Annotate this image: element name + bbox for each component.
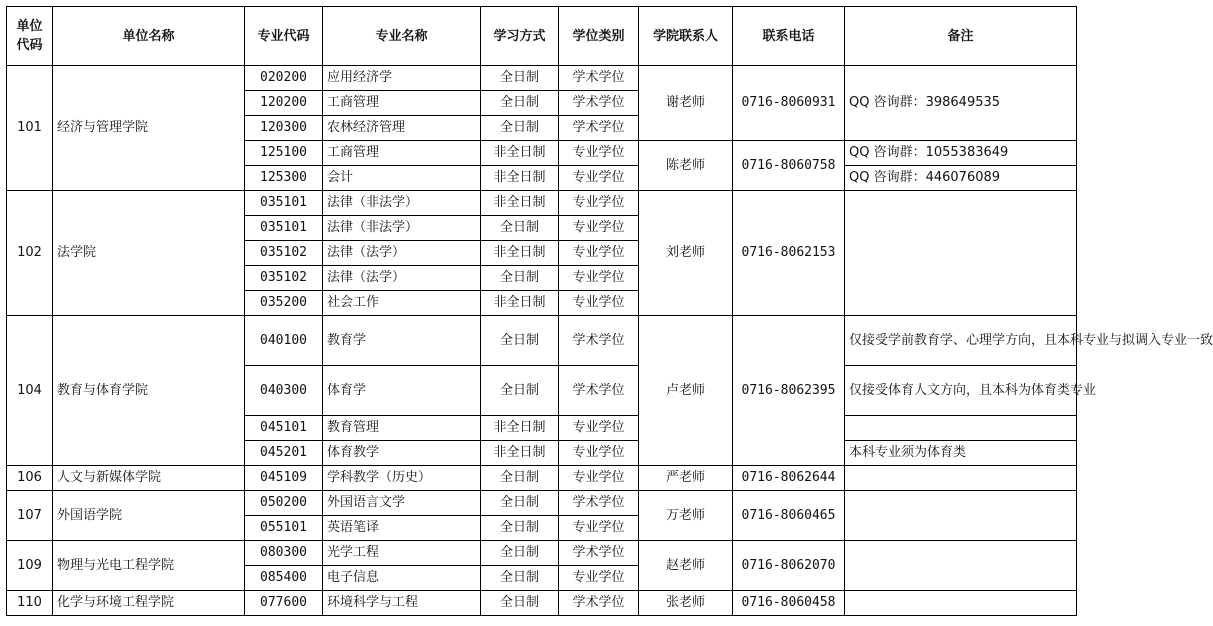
degree-type-cell: 专业学位 [559,266,639,291]
note-cell [845,191,1077,316]
unit-code-cell: 107 [7,491,53,541]
degree-type-cell: 专业学位 [559,416,639,441]
note-cell: 本科专业须为体育类 [845,441,1077,466]
program-code-cell: 045201 [245,441,323,466]
phone-cell: 0716-8062153 [733,191,845,316]
study-mode-cell: 全日制 [481,316,559,366]
program-name-cell: 教育学 [323,316,481,366]
degree-type-cell: 学术学位 [559,366,639,416]
degree-type-cell: 专业学位 [559,291,639,316]
program-name-cell: 教育管理 [323,416,481,441]
program-code-cell: 035102 [245,241,323,266]
note-cell [845,591,1077,616]
phone-cell: 0716-8062070 [733,541,845,591]
study-mode-cell: 全日制 [481,541,559,566]
header-unit-name: 单位名称 [53,7,245,66]
study-mode-cell: 全日制 [481,266,559,291]
contact-cell: 陈老师 [639,141,733,191]
unit-name-cell: 法学院 [53,191,245,316]
unit-code-cell: 109 [7,541,53,591]
program-code-cell: 050200 [245,491,323,516]
degree-type-cell: 专业学位 [559,566,639,591]
header-unit-code: 单位代码 [7,7,53,66]
header-study-mode: 学习方式 [481,7,559,66]
program-name-cell: 体育学 [323,366,481,416]
program-name-cell: 农林经济管理 [323,116,481,141]
unit-name-cell: 经济与管理学院 [53,66,245,191]
program-name-cell: 外国语言文学 [323,491,481,516]
program-name-cell: 法律（法学） [323,241,481,266]
unit-code-cell: 104 [7,316,53,466]
study-mode-cell: 全日制 [481,516,559,541]
degree-type-cell: 专业学位 [559,441,639,466]
degree-type-cell: 学术学位 [559,541,639,566]
degree-type-cell: 学术学位 [559,91,639,116]
contact-cell: 赵老师 [639,541,733,591]
note-cell [845,491,1077,541]
degree-type-cell: 学术学位 [559,66,639,91]
program-name-cell: 法律（非法学） [323,216,481,241]
contact-cell: 张老师 [639,591,733,616]
program-name-cell: 学科教学（历史） [323,466,481,491]
program-name-cell: 光学工程 [323,541,481,566]
degree-type-cell: 专业学位 [559,216,639,241]
contact-cell: 谢老师 [639,66,733,141]
study-mode-cell: 非全日制 [481,166,559,191]
program-name-cell: 工商管理 [323,141,481,166]
degree-type-cell: 专业学位 [559,191,639,216]
program-code-cell: 045101 [245,416,323,441]
table-row [7,591,1077,616]
unit-code-cell: 101 [7,66,53,191]
note-cell [845,541,1077,591]
degree-type-cell: 专业学位 [559,141,639,166]
table-row [7,66,1077,91]
table-row [7,191,1077,216]
program-code-cell: 120300 [245,116,323,141]
study-mode-cell: 全日制 [481,216,559,241]
admissions-table [6,6,1213,616]
note-cell: 仅接受体育人文方向，且本科为体育类专业 [845,366,1077,416]
study-mode-cell: 非全日制 [481,441,559,466]
contact-cell: 刘老师 [639,191,733,316]
study-mode-cell: 全日制 [481,466,559,491]
degree-type-cell: 学术学位 [559,491,639,516]
study-mode-cell: 全日制 [481,116,559,141]
study-mode-cell: 全日制 [481,66,559,91]
program-code-cell: 080300 [245,541,323,566]
phone-cell: 0716-8060465 [733,491,845,541]
program-name-cell: 体育教学 [323,441,481,466]
note-cell: QQ 咨询群：1055383649 [845,141,1077,166]
study-mode-cell: 全日制 [481,591,559,616]
header-contact: 学院联系人 [639,7,733,66]
program-name-cell: 环境科学与工程 [323,591,481,616]
contact-cell: 严老师 [639,466,733,491]
study-mode-cell: 非全日制 [481,191,559,216]
note-cell [845,416,1077,441]
degree-type-cell: 专业学位 [559,466,639,491]
program-code-cell: 120200 [245,91,323,116]
note-cell: QQ 咨询群：398649535 [845,66,1077,141]
unit-name-cell: 人文与新媒体学院 [53,466,245,491]
study-mode-cell: 全日制 [481,91,559,116]
program-name-cell: 工商管理 [323,91,481,116]
unit-code-cell: 110 [7,591,53,616]
phone-cell: 0716-8060758 [733,141,845,191]
program-code-cell: 035102 [245,266,323,291]
header-degree-type: 学位类别 [559,7,639,66]
program-name-cell: 法律（非法学） [323,191,481,216]
phone-cell: 0716-8060931 [733,66,845,141]
phone-cell: 0716-8060458 [733,591,845,616]
table-row [7,491,1077,516]
table-row [7,541,1077,566]
program-code-cell: 020200 [245,66,323,91]
program-name-cell: 社会工作 [323,291,481,316]
program-code-cell: 125300 [245,166,323,191]
contact-cell: 万老师 [639,491,733,541]
program-code-cell: 040300 [245,366,323,416]
contact-cell: 卢老师 [639,316,733,466]
table-row [7,466,1077,491]
note-cell: QQ 咨询群：446076089 [845,166,1077,191]
study-mode-cell: 全日制 [481,491,559,516]
study-mode-cell: 非全日制 [481,141,559,166]
unit-name-cell: 外国语学院 [53,491,245,541]
header-row [7,7,1077,66]
header-phone: 联系电话 [733,7,845,66]
table-row [7,316,1077,366]
header-notes: 备注 [845,7,1077,66]
program-code-cell: 035101 [245,191,323,216]
program-name-cell: 应用经济学 [323,66,481,91]
program-name-cell: 法律（法学） [323,266,481,291]
phone-cell: 0716-8062395 [733,316,845,466]
program-code-cell: 035200 [245,291,323,316]
program-code-cell: 045109 [245,466,323,491]
unit-code-cell: 102 [7,191,53,316]
unit-code-cell: 106 [7,466,53,491]
program-code-cell: 055101 [245,516,323,541]
header-program-name: 专业名称 [323,7,481,66]
study-mode-cell: 全日制 [481,566,559,591]
degree-type-cell: 学术学位 [559,316,639,366]
study-mode-cell: 全日制 [481,366,559,416]
degree-type-cell: 学术学位 [559,591,639,616]
unit-name-cell: 教育与体育学院 [53,316,245,466]
study-mode-cell: 非全日制 [481,291,559,316]
program-name-cell: 英语笔译 [323,516,481,541]
program-name-cell: 电子信息 [323,566,481,591]
note-cell [845,466,1077,491]
degree-type-cell: 专业学位 [559,166,639,191]
unit-name-cell: 物理与光电工程学院 [53,541,245,591]
program-code-cell: 085400 [245,566,323,591]
program-code-cell: 035101 [245,216,323,241]
header-program-code: 专业代码 [245,7,323,66]
study-mode-cell: 非全日制 [481,416,559,441]
note-cell: 仅接受学前教育学、心理学方向，且本科专业与拟调入专业一致 [845,316,1077,366]
degree-type-cell: 专业学位 [559,516,639,541]
study-mode-cell: 非全日制 [481,241,559,266]
program-code-cell: 040100 [245,316,323,366]
degree-type-cell: 专业学位 [559,241,639,266]
degree-type-cell: 学术学位 [559,116,639,141]
program-name-cell: 会计 [323,166,481,191]
program-code-cell: 125100 [245,141,323,166]
unit-name-cell: 化学与环境工程学院 [53,591,245,616]
program-code-cell: 077600 [245,591,323,616]
phone-cell: 0716-8062644 [733,466,845,491]
